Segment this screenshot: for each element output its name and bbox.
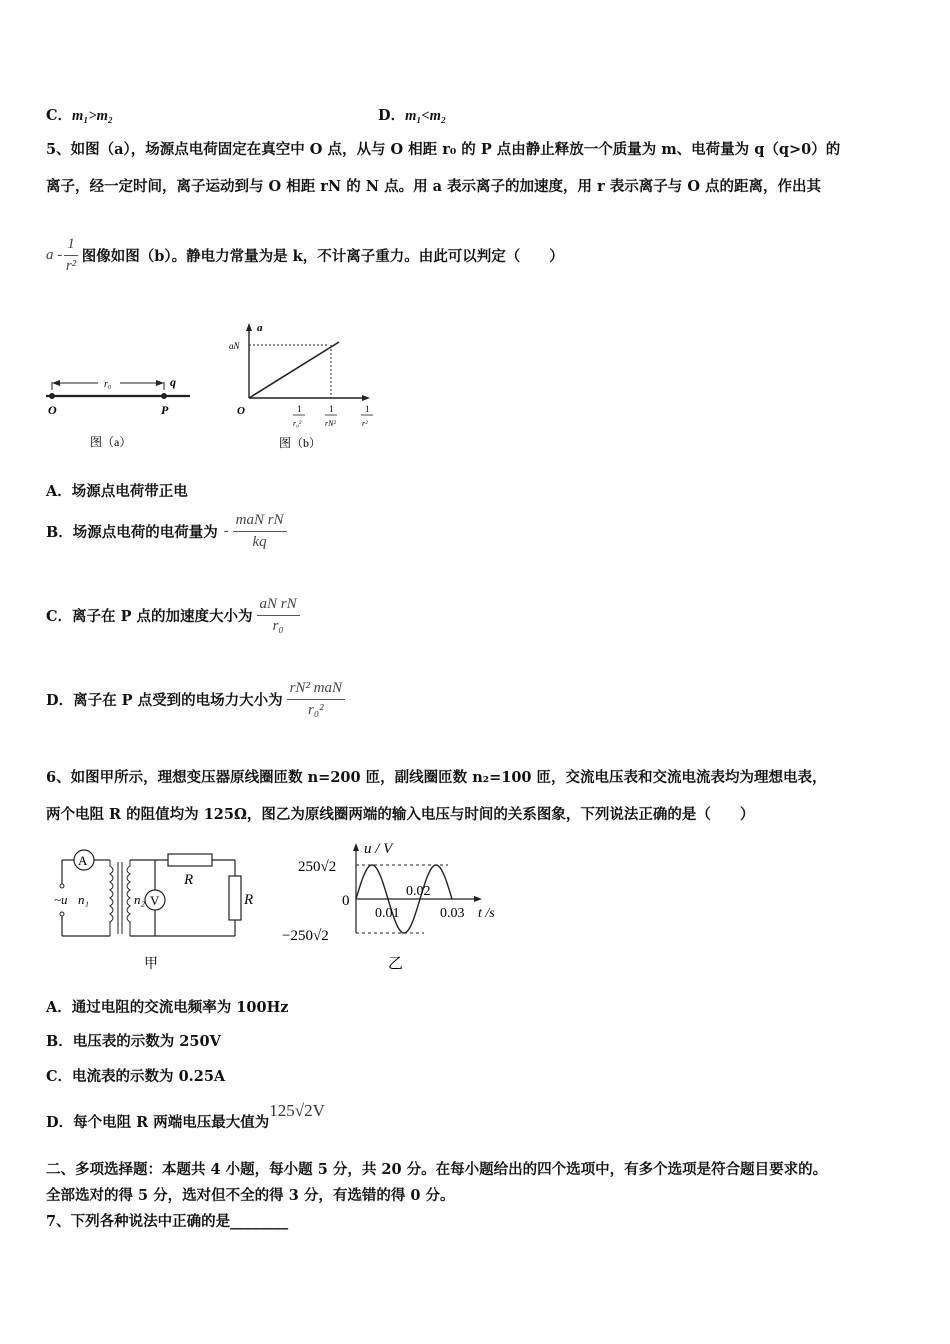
fig-a-label-p: P <box>161 403 169 417</box>
section2-line2: 全部选对的得 5 分，选对但不全的得 3 分，有选错的得 0 分。 <box>46 1187 455 1204</box>
n1-label: n₁ <box>78 892 90 907</box>
q5-option-d <box>46 680 345 719</box>
q5-figure-a <box>40 370 200 450</box>
yi-tick-t3: 0.03 <box>440 906 465 921</box>
fig-b-tick2-den: rN² <box>325 419 336 428</box>
primary-coil <box>110 860 113 936</box>
q5-option-d-fraction <box>287 680 345 719</box>
q5-graph-prefix: a - <box>46 247 63 263</box>
q5-option-c <box>46 596 300 635</box>
secondary-coil <box>127 860 130 936</box>
yi-y-axis-label: u / V <box>364 841 393 857</box>
fig-b-axis-a: a <box>257 322 263 334</box>
yi-x-axis-label: t /s <box>478 906 495 921</box>
q5-option-b-fraction <box>233 512 287 551</box>
q7-stem: 7、下列各种说法中正确的是________ <box>46 1213 289 1230</box>
yi-tick-t2: 0.02 <box>406 884 431 899</box>
yi-y-max-label: 250√2 <box>298 859 337 875</box>
q4-option-d-label: D． <box>378 107 406 124</box>
ammeter-label: A <box>78 853 88 868</box>
q6-option-d <box>46 1101 325 1132</box>
q5-option-b-sign: - <box>223 523 229 539</box>
fig-b-line <box>249 342 339 398</box>
q6-figure-yi <box>280 835 515 975</box>
q5-option-c-fraction <box>257 596 300 635</box>
q5-option-b-den: kq <box>252 534 267 550</box>
q5-option-b <box>46 512 287 551</box>
fig-a-caption: 图（a） <box>90 435 132 449</box>
q5-stem-line2: 离子，经一定时间，离子运动到与 O 相距 rN 的 N 点。用 a 表示离子的加速度，用 r 表示离子与 O 点的距离，作出其 <box>46 178 822 195</box>
fig-b-tick1-den: r₀² <box>293 419 302 428</box>
q5-stem-line3-text: 图像如图（b）。静电力常量为是 k，不计离子重力。由此可以判定（ ） <box>81 248 564 265</box>
q4-option-c <box>46 104 113 125</box>
fig-b-label-an: aN <box>229 341 240 351</box>
fig-b-caption: 图（b） <box>279 436 322 450</box>
resistor-right <box>229 876 241 920</box>
resistor-right-label: R <box>244 892 254 908</box>
fig-b-axis-x-num: 1 <box>365 404 370 414</box>
q6-option-d-text: D．每个电阻 R 两端电压最大值为 <box>46 1114 270 1131</box>
q5-option-d-text: D．离子在 P 点受到的电场力大小为 <box>46 692 283 709</box>
q5-stem-line3 <box>46 236 564 275</box>
yi-y-zero-label: 0 <box>342 893 350 909</box>
q5-graph-fraction <box>64 236 78 275</box>
q5-option-c-text: C．离子在 P 点的加速度大小为 <box>46 608 253 625</box>
fig-a-point-p <box>161 393 167 399</box>
q6-stem-line1: 6、如图甲所示，理想变压器原线圈匝数 n=200 匝，副线圈匝数 n₂=100 匝，交流电压表和交流电流表均为理想电表， <box>46 769 827 786</box>
q6-option-b: B．电压表的示数为 250V <box>46 1033 221 1050</box>
q5-graph-frac-num: 1 <box>64 236 78 256</box>
q6-option-d-value: 125√2V <box>269 1101 325 1120</box>
q5-stem-line1: 5、如图（a），场源点电荷固定在真空中 O 点，从与 O 相距 r₀ 的 P 点由静止释放一个质量为 m、电荷量为 q（q>0）的 <box>46 141 841 158</box>
resistor-top <box>168 854 212 866</box>
q6-stem-line2: 两个电阻 R 的阻值均为 125Ω，图乙为原线圈两端的输入电压与时间的关系图象，下列说法正确的是（ ） <box>46 806 755 823</box>
fig-a-point-o <box>49 393 55 399</box>
yi-y-min-label: −250√2 <box>282 928 329 944</box>
q5-option-c-den: r₀ <box>272 618 284 634</box>
q4-option-c-expr: m₁>m₂ <box>72 108 113 124</box>
fig-yi-caption: 乙 <box>388 956 404 972</box>
section2-line1: 二、多项选择题：本题共 4 小题，每小题 5 分，共 20 分。在每小题给出的四个选项中，有多个选项是符合题目要求的。 <box>46 1161 828 1178</box>
fig-b-axis-x-den: r² <box>362 419 368 428</box>
q5-option-c-num: aN rN <box>257 596 300 616</box>
q5-option-d-num: rN² maN <box>287 680 345 700</box>
q6-figure-jia <box>50 840 270 975</box>
fig-b-tick1-num: 1 <box>297 404 302 414</box>
n2-label: n₂ <box>134 892 146 907</box>
fig-a-label-r0: r₀ <box>104 379 112 390</box>
q4-option-c-label: C． <box>46 107 73 124</box>
q5-option-a: A．场源点电荷带正电 <box>46 483 188 500</box>
q5-option-b-text: B．场源点电荷的电荷量为 <box>46 524 218 541</box>
source-label: ~u <box>54 892 68 907</box>
fig-b-tick2-num: 1 <box>329 404 334 414</box>
q6-option-c: C．电流表的示数为 0.25A <box>46 1068 226 1085</box>
fig-a-label-q: q <box>170 375 176 389</box>
q4-option-d-expr: m₁<m₂ <box>405 108 447 124</box>
q5-option-d-den: r₀² <box>308 702 324 718</box>
q5-figure-b <box>225 318 390 453</box>
yi-tick-t1: 0.01 <box>375 906 400 921</box>
resistor-top-label: R <box>184 872 194 888</box>
fig-b-origin: O <box>237 405 245 417</box>
q4-option-d <box>378 104 446 125</box>
voltmeter-label: V <box>150 893 160 908</box>
q5-option-b-num: maN rN <box>233 512 287 532</box>
fig-a-label-o: O <box>48 403 57 417</box>
fig-jia-caption: 甲 <box>144 957 158 972</box>
q5-graph-frac-den: r² <box>65 258 77 274</box>
q6-option-a: A．通过电阻的交流电频率为 100Hz <box>46 999 289 1016</box>
